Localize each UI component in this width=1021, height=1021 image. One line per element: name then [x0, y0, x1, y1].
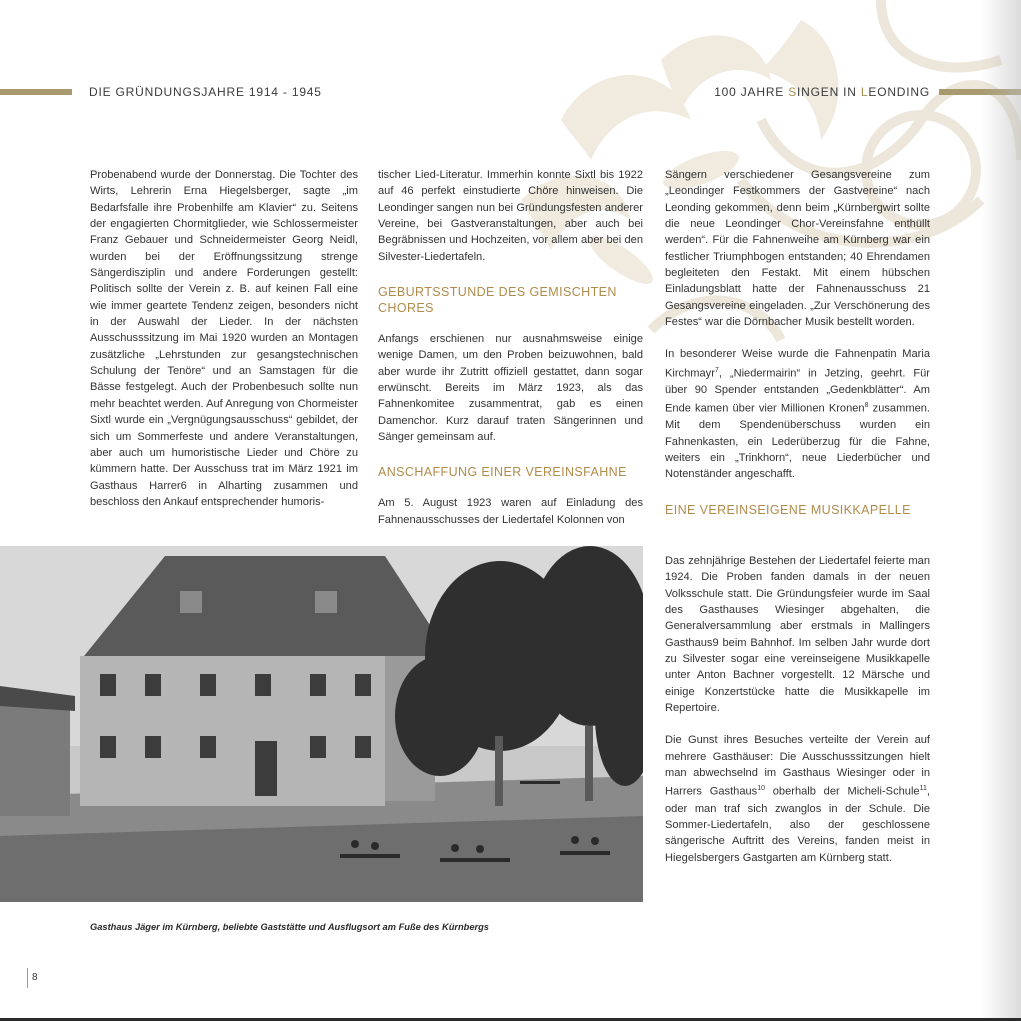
paragraph: Die Gunst ihres Besuches verteilte der Verein auf mehrere Gasthäuser: Die Ausschusssitzungen hielt man abwechselnd im Gasthaus Wiesinger oder in Harrers Gasthaus$^{10}$ oberhalb der Micheli-Schule$^{11}$, oder man traf sich zwanglos in der Schule. Die Sommer-Liedertafeln, also der geschlossene sängerische Auftritt des Vereins, fanden meist in Hiegelsbergers Gastgarten am Kürnberg statt. — [665, 734, 930, 864]
footnote-marker: 10 — [757, 785, 766, 793]
footnote-marker: 11 — [919, 785, 927, 793]
footnote-marker: 7 — [714, 366, 719, 374]
text-column-3-lower — [665, 553, 930, 866]
chapter-title: DIE GRÜNDUNGSJAHRE 1914 - 1945 — [89, 85, 322, 99]
page-number: 8 — [32, 972, 38, 983]
paragraph: In besonderer Weise wurde die Fahnenpatin Maria Kirchmayr$^7$, „Niedermairin“ in Jetzing, geehrt. Für über 90 Spender entstanden „Gedenkblätter“. Am Ende kamen über vier Millionen Kronen$^8$ zusammen. Mit dem Spendenüberschuss wurden ein Fahnenkasten, ein Lederüberzug für die Fahne, weiters ein „Trinkhorn“, neue Liederbücher und Notenständer angeschafft. — [665, 348, 931, 481]
page-number-rule — [27, 968, 28, 988]
section-heading: GEBURTSSTUNDE DES GEMISCHTEN CHORES — [378, 285, 617, 316]
section-heading: EINE VEREINSEIGENE MUSIKKAPELLE — [665, 502, 911, 517]
paragraph: Am 5. August 1923 waren auf Einladung des Fahnenausschusses der Liedertafel Kolonnen von — [378, 497, 643, 526]
text-column-2 — [378, 167, 643, 528]
paragraph: Sängern verschiedener Gesangsvereine zum „Leondinger Festkommers der Gastvereine“ nach Leonding gekommen, denn beim „Kürnbergwirt sollte die neue Leondinger Chor-Vereinsfahne enthüllt werden“. Für die Fahnenweihe am Kürnberg war ein festlicher Triumphbogen entstanden; 40 Ehrendamen begleiteten den Festakt. Mit einem hübschen Einladungsblatt hatte der Fahnenausschuss 21 Gesangsvereine eingeladen. „Zur Verschönerung des Festes“ war die Dörnbacher Musik bestellt worden. — [665, 169, 930, 329]
paragraph: tischer Lied-Literatur. Immerhin konnte Sixtl bis 1922 auf 46 perfekt einstudierte Chöre hinweisen. Die Leondinger sangen nun bei Gründungsfesten anderer Vereine, bei Gastveranstaltungen, aber auch bei Begräbnissen und Hochzeiten, vor allem aber bei den Silvester-Liedertafeln. — [378, 169, 643, 263]
historic-photo-gasthaus — [0, 546, 643, 902]
photo-caption: Gasthaus Jäger im Kürnberg, beliebte Gaststätte und Ausflugsort am Fuße des Kürnbergs — [90, 922, 489, 932]
section-heading: ANSCHAFFUNG EINER VEREINSFAHNE — [378, 465, 627, 480]
text-column-3 — [665, 167, 930, 533]
footnote-marker: 8 — [864, 402, 869, 410]
header-rule-left — [0, 89, 72, 95]
paragraph: Probenabend wurde der Donnerstag. Die Tochter des Wirts, Lehrerin Erna Hiegelsberger, sagte „im Bedarfsfalle ihre Probenhilfe am Klavier“ zu. Seitens der engagierten Chormitglieder, wie Schlossermeister Franz Gebauer und Schneidermeister Georg Neidl, wurden bei der Eröffnungssitzung strenge Sängerdisziplin und andere Forderungen gestellt: Politisch sollte der Verein z. B. auf keinen Fall eine wie immer geartete Tendenz zeigen, besonders nicht in der Auswahl der Lieder. In der nächsten Ausschusssitzung im Mai 1920 wurden an Montagen zusätzliche „Lehrstunden zur gesangstechnischen Schulung der Tenöre“ und an Samstagen für die Bässe festgelegt. Auch der Probenbesuch sollte nun mehr beachtet werden. Auf Anregung von Chormeister Sixtl wurde ein „Vergnügungsausschuss“ gebildet, der sich um Sommerfeste und andere Veranstaltungen, aber auch um humoristische Lieder und Chöre zu kümmern hatte. Der Ausschuss trat im März 1921 im Gasthaus Harrer6 in Alharting zusammen und beschloss den Ankauf entsprechender humoris- — [90, 169, 358, 508]
book-title: 100 JAHRE SINGEN IN LEONDING — [714, 85, 930, 99]
text-column-1 — [90, 167, 358, 510]
paragraph: Das zehnjährige Bestehen der Liedertafel feierte man 1924. Die Proben fanden damals in der neuen Volksschule statt. Die Gründungsfeier wurde im Saal des Gasthauses Wiesinger abgehalten, die Generalversammlung aber erstmals in Mallingers Gasthaus9 beim Bahnhof. Im selben Jahr wurde dort zu Silvester sogar eine vereinseigene Musikkapelle unter Anton Bachner vorgestellt. 12 Märsche und einige Konzertstücke hatte die Musikkapelle im Repertoire. — [665, 555, 930, 715]
paragraph: Anfangs erschienen nur ausnahmsweise einige wenige Damen, um den Proben beizuwohnen, bald aber wurde ihr Zutritt offiziell gestattet, dann sogar erwünscht. Bereits im März 1923, als das Fahnenkomitee zusammentrat, gab es einen Damenchor. Kurz darauf traten Sängerinnen und Sänger gemeinsam auf. — [378, 333, 643, 444]
page-edge-shadow — [981, 0, 1021, 1021]
